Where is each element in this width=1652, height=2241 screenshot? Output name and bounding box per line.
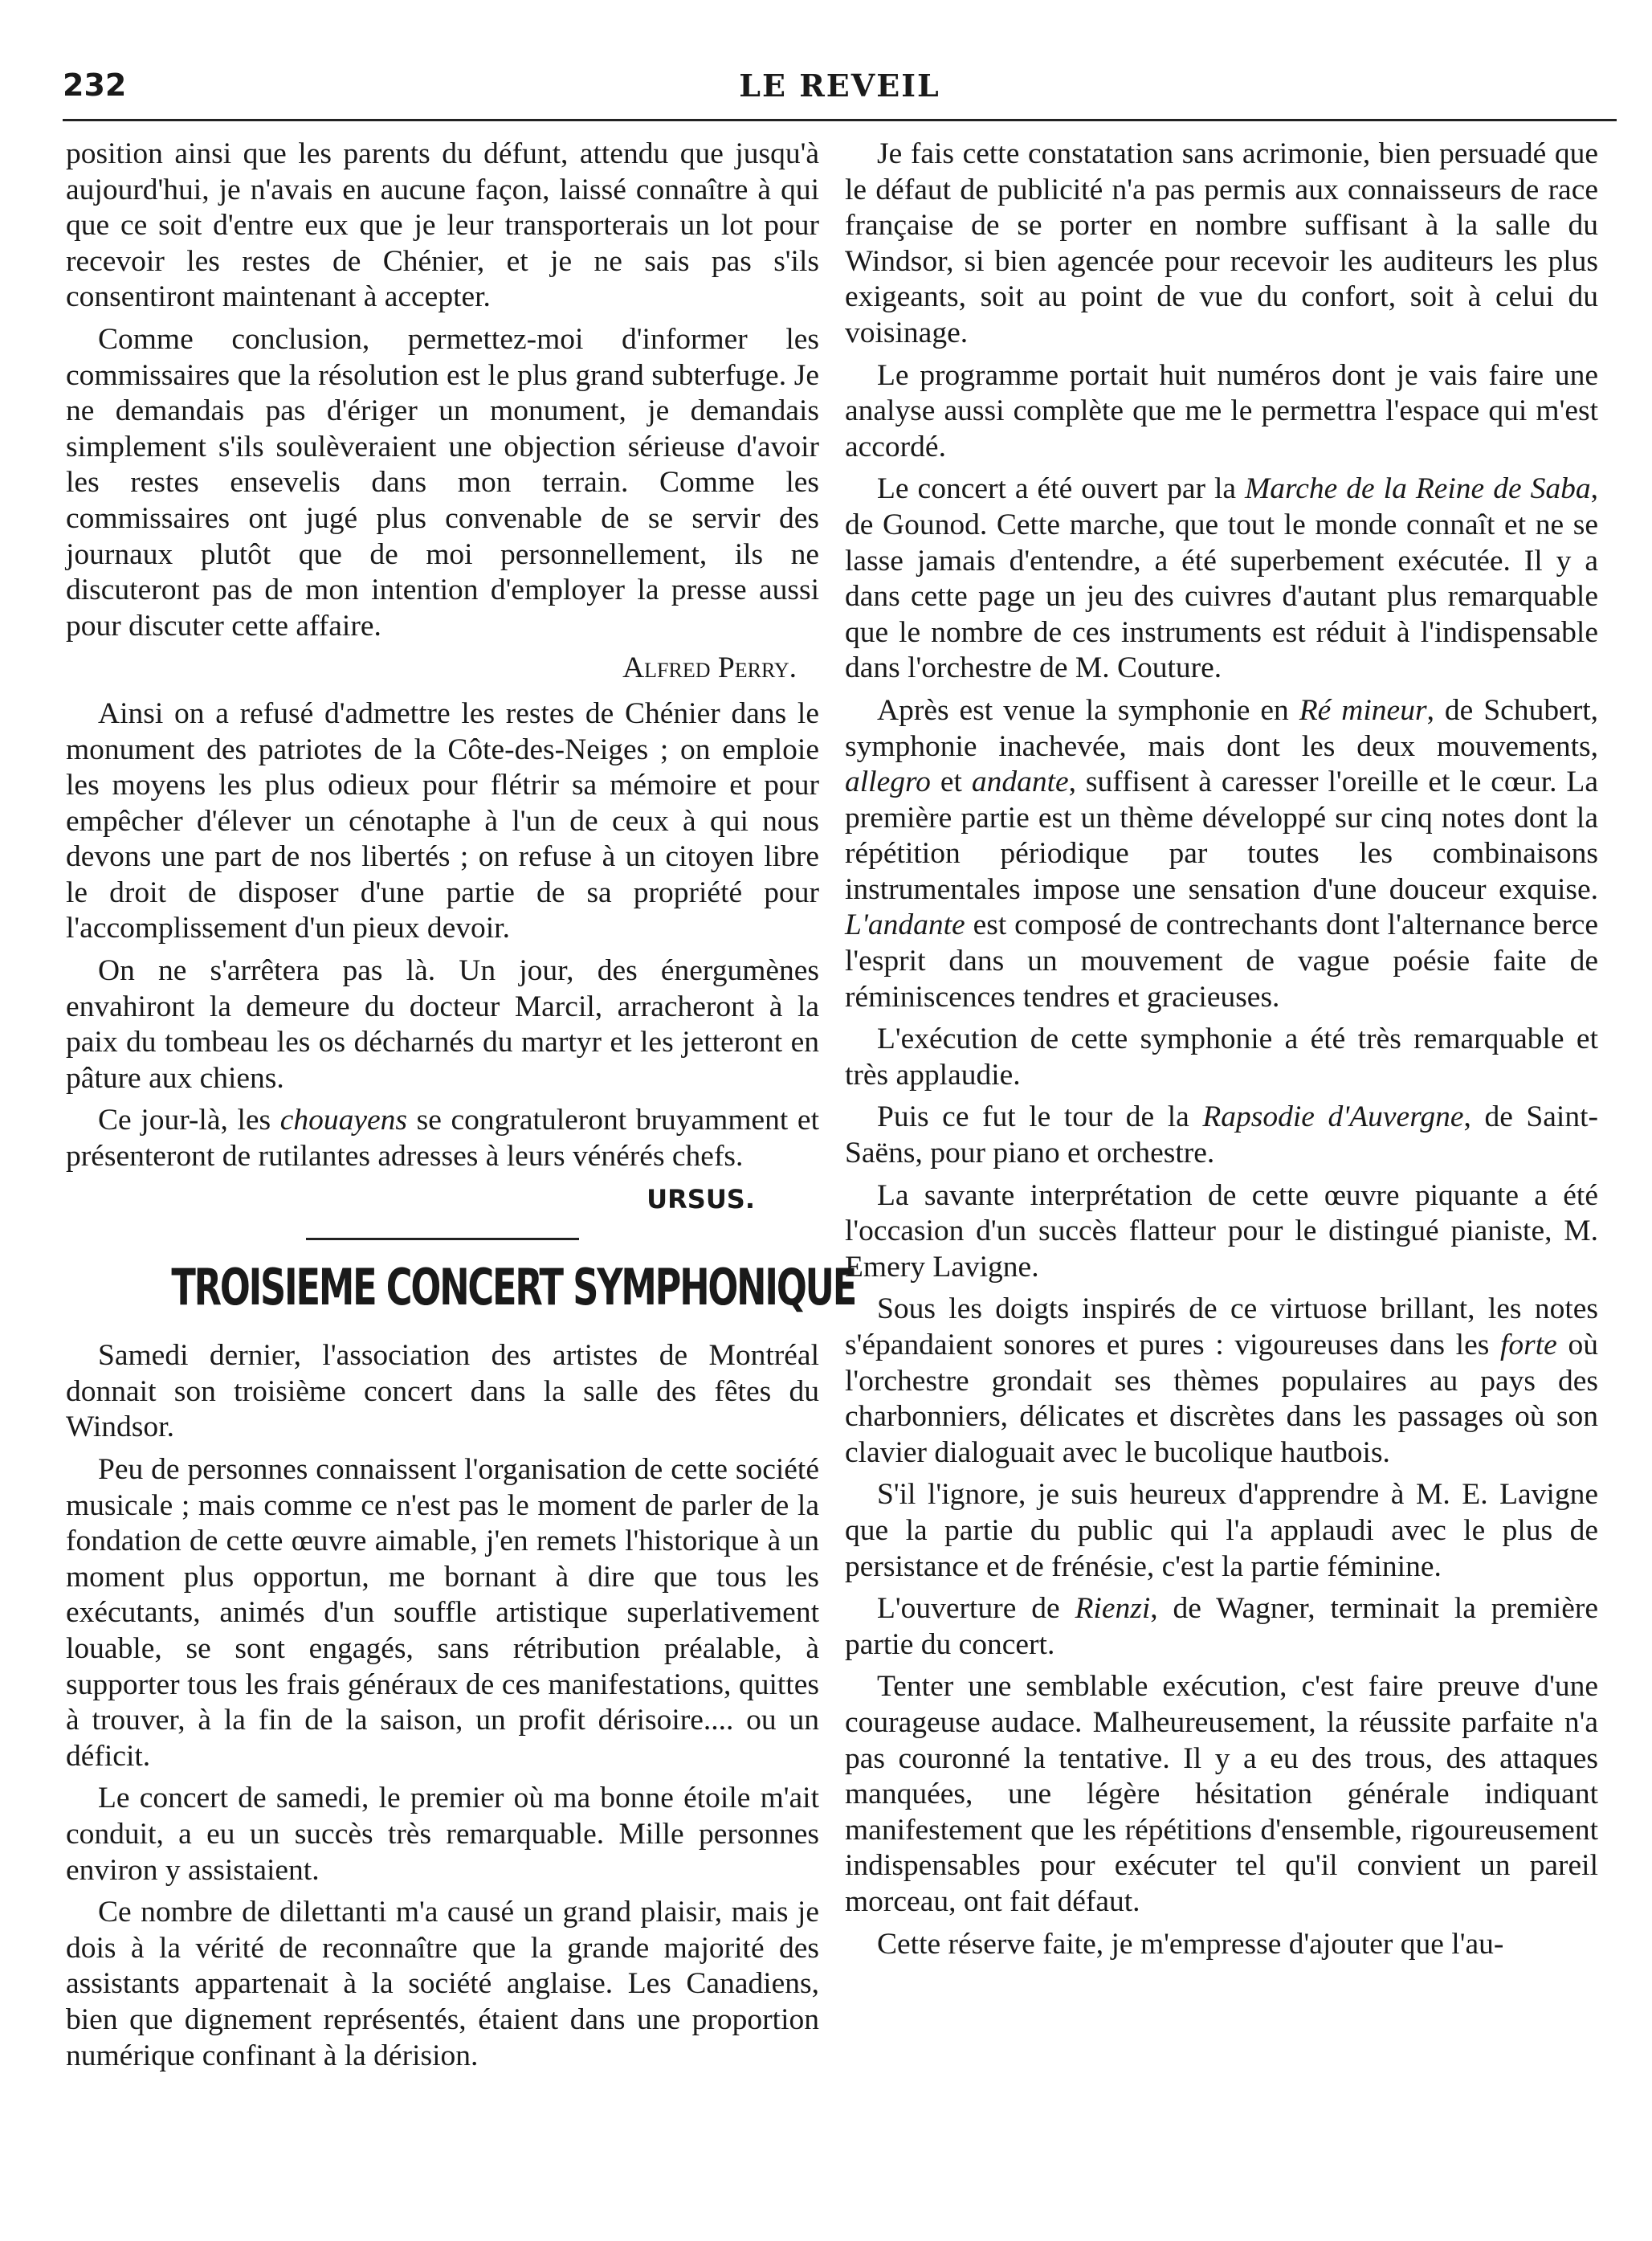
paragraph: Samedi dernier, l'association des artistes de Montréal donnait son troisième concert dans la salle des fêtes du Windsor.	[66, 1339, 819, 1444]
paragraph: position ainsi que les parents du défunt, attendu que jusqu'à aujourd'hui, je n'avais en aucune façon, laissé connaître à qui que ce soit d'entre eux que je leur transporterais un lot pour recevoir les restes de Chénier, et je ne sais pas s'ils consentiront maintenant à accepter.	[66, 137, 819, 314]
text-run: et	[930, 765, 972, 799]
paragraph: Comme conclusion, permettez-moi d'informer les commissaires que la résolution est le plus grand subterfuge. Je ne demandais pas d'ériger un monument, je demandais simplement s'ils soulèveraient une objection sérieuse d'avoir les restes ensevelis dans mon terrain. Comme les commissaires ont jugé plus convenable de se servir des journaux plutôt que de moi personnellement, ils ne discuteront pas de mon intention d'employer la presse aussi pour discuter cette affaire.	[66, 322, 819, 643]
text-run: où l'orchestre grondait ses thèmes populaires au pays des charbonniers, délicates et discrètes dans les passages où son clavier dialoguait avec le bucolique hautbois.	[845, 1329, 1598, 1469]
text-run: , de Wagner, terminait la première partie du concert.	[845, 1592, 1598, 1661]
italic-text: andante	[971, 765, 1069, 799]
section-divider	[306, 1238, 579, 1240]
signature-ursus	[66, 1182, 819, 1218]
paragraph	[845, 693, 1598, 1015]
paragraph	[845, 1591, 1598, 1663]
text-run: Après est venue la symphonie en	[877, 693, 1299, 727]
text-run: Ce jour-là, les	[98, 1104, 280, 1137]
text-run: , de Saint-Saëns, pour piano et orchestre.	[845, 1100, 1598, 1170]
text-run: , suffisent à caresser l'oreille et le cœur. La première partie est un thème développé sur cinq notes dont la répétition périodique par toutes les combinaisons instrumentales impose une sensation d'une douceur exquise.	[845, 765, 1598, 906]
paragraph: Le programme portait huit numéros dont je vais faire une analyse aussi complète que me le permettra l'espace qui m'est accordé.	[845, 358, 1598, 463]
text-run: Le concert a été ouvert par la	[877, 472, 1246, 506]
paragraph: Peu de personnes connaissent l'organisation de cette société musicale ; mais comme ce n'est pas le moment de parler de la fondation de cette œuvre aimable, j'en remets l'historique à un moment plus opportun, me bornant à dire que tous les exécutants, animés d'un souffle artistique superlativement louable, se sont engagés, sans rétribution préalable, à supporter tous les frais généraux de ces manifestations, quittes à trouver, à la fin de la saison, un profit dérisoire.... ou un déficit.	[66, 1453, 819, 1773]
paragraph: S'il l'ignore, je suis heureux d'apprendre à M. E. Lavigne que la partie du public qui l'a applaudi avec le plus de persistance et de frénésie, c'est la partie féminine.	[845, 1478, 1598, 1583]
signature-text: URSUS.	[647, 1183, 755, 1214]
text-run: est composé de contrechants dont l'alternance berce l'esprit dans un mouvement de vague poésie faite de réminiscences tendres et gracieuses.	[845, 908, 1598, 1014]
paragraph	[845, 1292, 1598, 1471]
italic-text: Rienzi	[1075, 1592, 1151, 1626]
signature-alfred-perry	[66, 651, 819, 687]
italic-text: Ré mineur	[1299, 693, 1427, 727]
text-run: L'ouverture de	[877, 1592, 1075, 1626]
paragraph: Ce nombre de dilettanti m'a causé un grand plaisir, mais je dois à la vérité de reconnaître que la grande majorité des assistants appartenait à la société anglaise. Les Canadiens, bien que dignement représentés, étaient dans une proportion numérique confinant à la dérision.	[66, 1896, 819, 2072]
italic-text: forte	[1499, 1329, 1557, 1361]
page-header	[63, 63, 1617, 121]
text-run: Sous les doigts inspirés de ce virtuose brillant, les notes s'épandaient sonores et pures : vigoureuses dans les	[845, 1292, 1598, 1361]
text-run: se congratuleront bruyamment et présenteront de rutilantes adresses à leurs vénérés chefs.	[66, 1104, 819, 1174]
italic-text: allegro	[845, 765, 931, 799]
paragraph: Tenter une semblable exécution, c'est faire preuve d'une courageuse audace. Malheureusement, la réussite parfaite n'a pas couronné la tentative. Il y a eu des trous, des attaques manquées, une légère hésitation générale indiquant manifestement que les répétitions d'ensemble, rigoureusement indispensables pour exécuter tel qu'il convient un pareil morceau, ont fait défaut.	[845, 1670, 1598, 1918]
italic-text: Rapsodie d'Auvergne	[1202, 1100, 1464, 1134]
paragraph: La savante interprétation de cette œuvre piquante a été l'occasion d'un succès flatteur pour le distingué pianiste, M. Emery Lavigne.	[845, 1178, 1598, 1284]
italic-text: chouayens	[279, 1104, 408, 1137]
signature-text: Alfred Perry.	[622, 651, 797, 685]
paragraph	[66, 1103, 819, 1174]
article-headline: TROISIEME CONCERT SYMPHONIQUE	[171, 1258, 856, 1317]
paragraph: Le concert de samedi, le premier où ma bonne étoile m'ait conduit, a eu un succès très remarquable. Mille personnes environ y assistaient.	[66, 1782, 819, 1887]
italic-text: L'andante	[845, 908, 965, 942]
left-column	[66, 137, 856, 2080]
paragraph	[845, 1100, 1598, 1171]
journal-title: LE REVEIL	[739, 67, 940, 104]
italic-text: Marche de la Reine de Saba	[1245, 472, 1591, 506]
text-run: , de Schubert, symphonie inachevée, mais dont les deux mouvements,	[845, 693, 1598, 763]
paragraph: On ne s'arrêtera pas là. Un jour, des énergumènes envahiront la demeure du docteur Marcil, arracheront à la paix du tombeau les os décharnés du martyr et les jetteront en pâture aux chiens.	[66, 954, 819, 1095]
paragraph: Cette réserve faite, je m'empresse d'ajouter que l'au-	[877, 1927, 1504, 1961]
paragraph: Ainsi on a refusé d'admettre les restes de Chénier dans le monument des patriotes de la Côte-des-Neiges ; on emploie les moyens les plus odieux pour flétrir sa mémoire et pour empêcher d'élever un cénotaphe à l'un de ceux à qui nous devons une part de nos libertés ; on refuse à un citoyen libre le droit de disposer d'une partie de sa propriété pour l'accomplissement d'un pieux devoir.	[66, 696, 819, 945]
paragraph: L'exécution de cette symphonie a été très remarquable et très applaudie.	[845, 1023, 1598, 1092]
text-run: , de Gounod. Cette marche, que tout le monde connaît et ne se lasse jamais d'entendre, a été superbement exécutée. Il y a dans cette page un jeu des cuivres d'autant plus remarquable que le nombre de ces instruments est réduit à l'indispensable dans l'orchestre de M. Couture.	[845, 472, 1598, 685]
right-column	[845, 137, 1598, 1969]
paragraph: Je fais cette constatation sans acrimonie, bien persuadé que le défaut de publicité n'a pas permis aux connaisseurs de race française de se porter en nombre suffisant à la salle du Windsor, si bien agencée pour recevoir les auditeurs les plus exigeants, soit au point de vue du confort, soit à celui du voisinage.	[845, 137, 1598, 349]
paragraph	[845, 471, 1598, 687]
page-number: 232	[63, 67, 127, 103]
text-run: Puis ce fut le tour de la	[877, 1100, 1203, 1134]
